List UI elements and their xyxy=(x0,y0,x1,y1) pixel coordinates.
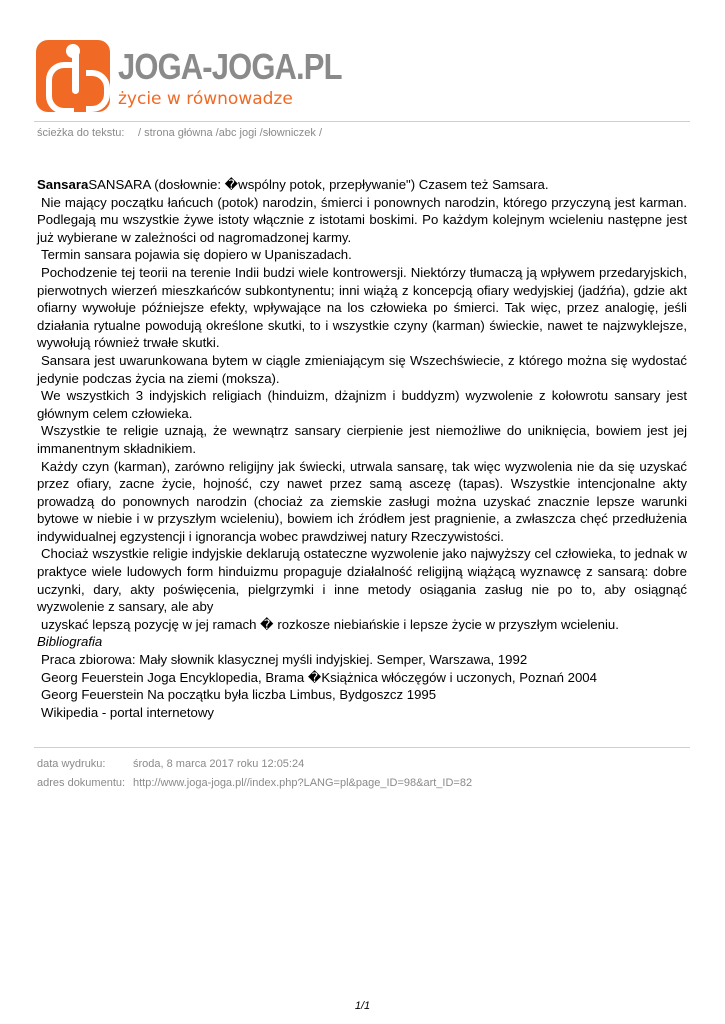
bibliography-item: Georg Feuerstein Na początku była liczba Limbus, Bydgoszcz 1995 xyxy=(41,687,437,703)
paragraph: Wszystkie te religie uznają, że wewnątrz sansary cierpienie jest niemożliwe do uniknięcia, bowiem jest jej immanentnym składnikiem. xyxy=(37,423,687,456)
article-body xyxy=(37,176,687,721)
paragraph: Termin sansara pojawia się dopiero w Upaniszadach. xyxy=(41,247,352,263)
address-label: adres dokumentu: xyxy=(37,776,126,789)
paragraph: Każdy czyn (karman), zarówno religijny jak świecki, utrwala sansarę, tak więc wyzwolenia nie da się uzyskać przez ofiary, zacne życie, hojność, czy nawet przez samą ascezę (tapas). Wszystkie intencjonalne akty prowadzą do ponownych narodzin (chociaż za ziemskie zasługi można uzyskać znacznie lepsze warunki bytowe w niebie i w przyszłym wcieleniu), bowiem ich źródłem jest pragnienie, a zwłaszcza chęć przedłużenia indywidualnej egzystencji i ignorancja wobec prawdziwej natury Rzeczywistości. xyxy=(37,458,687,544)
print-date-value: środa, 8 marca 2017 roku 12:05:24 xyxy=(133,758,305,770)
bibliography-heading: Bibliografia xyxy=(37,634,103,650)
article-title: Sansara xyxy=(37,177,89,192)
breadcrumb xyxy=(37,127,322,139)
paragraph: Sansara jest uwarunkowana bytem w ciągle zmieniającym się Wszechświecie, z którego można się wydostać jedynie podczas życia na ziemi (moksza). xyxy=(37,352,687,386)
address-row xyxy=(37,774,472,793)
site-logo[interactable] xyxy=(36,40,342,115)
paragraph: uzyskać lepszą pozycję w jej ramach � rozkosze niebiańskie i lepsze życie w przyszłym wcieleniu. xyxy=(41,616,619,632)
bibliography-item: Wikipedia - portal internetowy xyxy=(41,704,214,720)
print-date-row xyxy=(37,755,472,774)
header-divider xyxy=(34,121,690,122)
address-link[interactable]: http://www.joga-joga.pl//index.php?LANG=pl&page_ID=98&art_ID=82 xyxy=(133,776,473,789)
paragraph: Chociaż wszystkie religie indyjskie deklarują ostateczne wyzwolenie jako najwyższy cel człowieka, to jednak w praktyce wiele ludowych form hinduizmu propaguje działalność religijną wiążącą wyznawcę z sansarą: dobre uczynki, dary, akty poświęcenia, pielgrzymki i inne metody osiągania zasług nie po to, aby osiągnąć wyzwolenie z sansary, ale aby xyxy=(37,546,687,615)
breadcrumb-path[interactable]: / strona główna /abc jogi /słowniczek / xyxy=(138,127,323,139)
logo-tagline: życie w równowadze xyxy=(118,89,293,109)
article-intro xyxy=(37,176,687,194)
page-number: 1/1 xyxy=(354,1000,371,1012)
paragraph: Nie mający początku łańcuch (potok) narodzin, śmierci i ponownych narodzin, którego przyczyną jest karman. Podlegają mu wszystkie żywe istoty włącznie z istotami boskimi. Po każdym kolejnym wcieleniu następne jest już wybierane w zależności od nagromadzonej karmy. xyxy=(37,194,687,245)
bibliography-item: Praca zbiorowa: Mały słownik klasycznej myśli indyjskiej. Semper, Warszawa, 1992 xyxy=(41,652,528,668)
print-date-label: data wydruku: xyxy=(37,758,106,770)
print-metadata xyxy=(37,755,472,792)
footer-divider xyxy=(34,747,690,748)
paragraph: Pochodzenie tej teorii na terenie Indii budzi wiele kontrowersji. Niektórzy tłumaczą ją wpływem przedaryjskich, pierwotnych wierzeń mieszkańców subkontynentu; inni wiążą z koncepcją ofiary wedyjskiej (jadźńa), gdzie akt ofiarny wywołuje późniejsze efekty, wpływające na los człowieka po śmierci. Tak więc, przez analogię, jeśli działania rytualne powodują określone skutki, to i wszystkie czyny (karman) świeckie, nawet te najzwyklejsze, wywołują również trwałe skutki. xyxy=(37,264,687,351)
paragraph: We wszystkich 3 indyjskich religiach (hinduizm, dżajnizm i buddyzm) wyzwolenie z kołowrotu sansary jest głównym celem człowieka. xyxy=(37,388,687,421)
paragraph: SANSARA (dosłownie: �wspólny potok, przepływanie") Czasem też Samsara. xyxy=(88,177,549,192)
bibliography-item: Georg Feuerstein Joga Encyklopedia, Brama �Książnica włóczęgów i uczonych, Poznań 2004 xyxy=(41,669,597,685)
logo-mark-icon xyxy=(36,40,110,112)
logo-name: JOGA-JOGA.PL xyxy=(118,46,342,87)
breadcrumb-label: ścieżka do tekstu: xyxy=(37,127,125,139)
